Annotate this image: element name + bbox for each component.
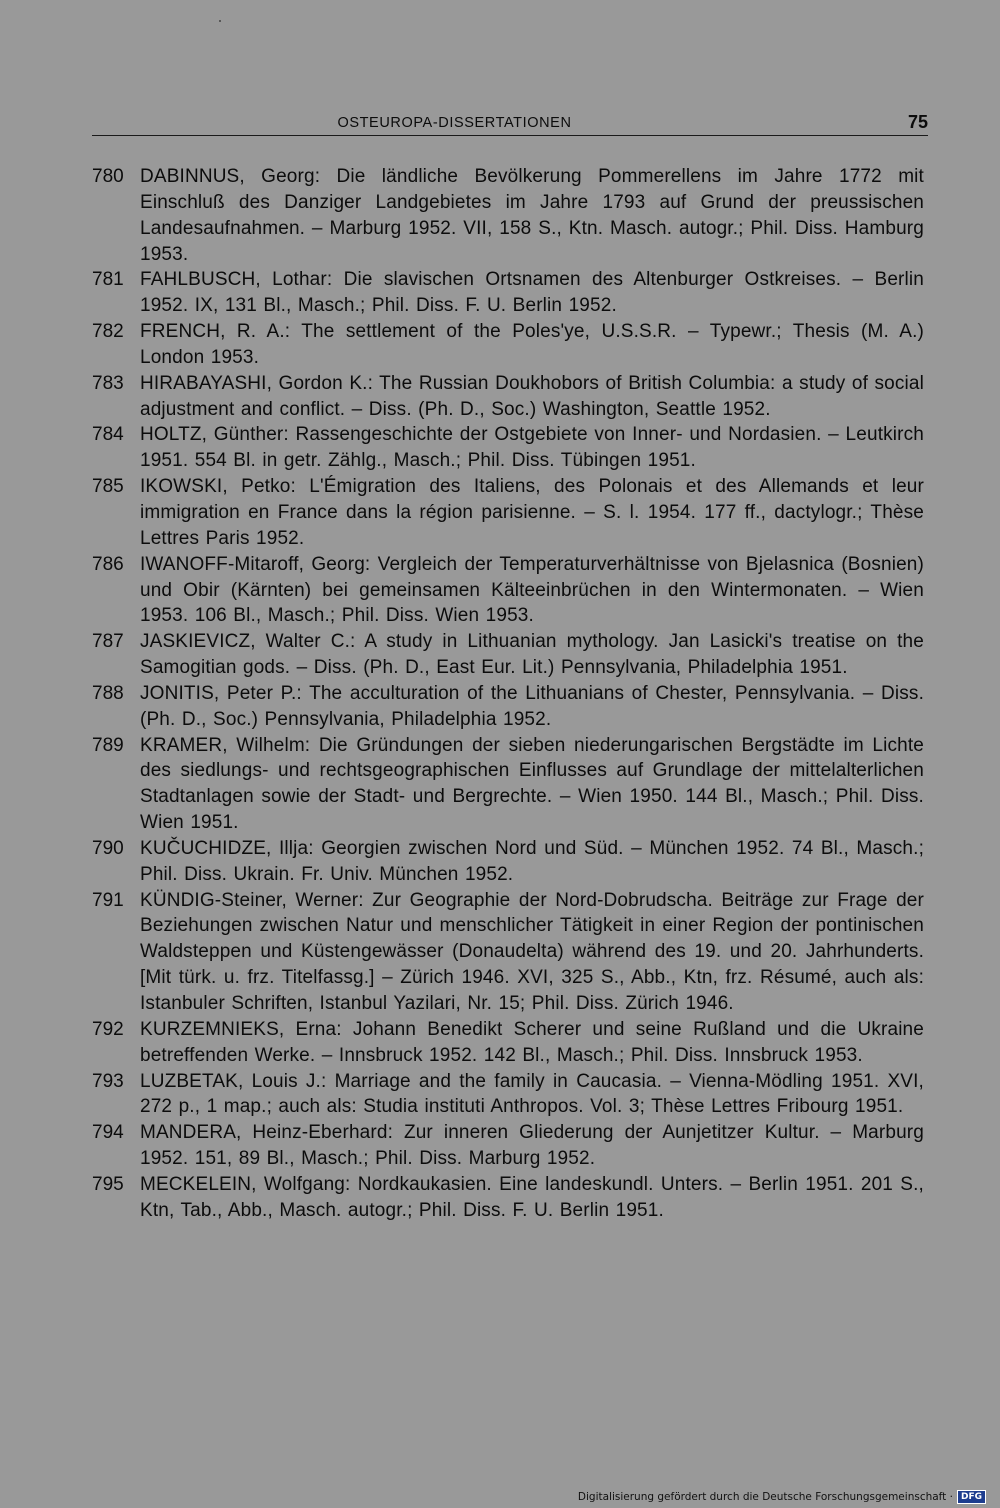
running-title: OSTEUROPA-DISSERTATIONEN — [337, 115, 572, 131]
entry-number: 790 — [92, 837, 124, 859]
bibliography-entry — [92, 164, 924, 267]
dfg-logo: DFG — [957, 1490, 986, 1504]
entry-number: 784 — [92, 424, 124, 446]
bibliography-entry — [92, 371, 924, 423]
bibliography-entry — [92, 836, 924, 888]
entry-text: HIRABAYASHI, Gordon K.: The Russian Doukhobors of British Columbia: a study of social adjustment and conflict. – Diss. (Ph. D., Soc.) Washington, Seattle 1952. — [140, 372, 924, 420]
credit-text: Digitalisierung gefördert durch die Deutsche Forschungsgemeinschaft · — [577, 1491, 953, 1503]
entry-number: 789 — [92, 734, 124, 756]
entry-number: 781 — [92, 269, 124, 291]
entry-number: 795 — [92, 1173, 124, 1195]
entry-text: IKOWSKI, Petko: L'Émigration des Italiens, des Polonais et des Allemands et leur immigration en France dans la région parisienne. – S. l. 1954. 177 ff., dactylogr.; Thèse Lettres Paris 1952. — [140, 476, 924, 549]
entry-text: IWANOFF-Mitaroff, Georg: Vergleich der Temperaturverhältnisse von Bjelasnica (Bosnien) und Obir (Kärnten) bei gemeinsamen Kälteeinbrüchen in den Wintermonaten. – Wien 1953. 106 Bl., Masch.; Phil. Diss. Wien 1953. — [140, 553, 924, 627]
entry-number: 783 — [92, 372, 124, 394]
entry-text: HOLTZ, Günther: Rassengeschichte der Ostgebiete von Inner- und Nordasien. – Leutkirch 1951. 554 Bl. in getr. Zählg., Masch.; Phil. Diss. Tübingen 1951. — [140, 424, 924, 472]
entry-number: 786 — [92, 553, 124, 575]
entry-number: 782 — [92, 321, 124, 343]
bibliography-entry — [92, 1069, 924, 1121]
bibliography-entry — [92, 422, 924, 474]
entry-number: 791 — [92, 889, 124, 911]
bibliography-entry — [92, 629, 924, 681]
bibliography-entry — [92, 1017, 924, 1069]
bibliography-entry — [92, 474, 924, 552]
entry-text: JASKIEVICZ, Walter C.: A study in Lithuanian mythology. Jan Lasicki's treatise on the Samogitian gods. – Diss. (Ph. D., East Eur. Lit.) Pennsylvania, Philadelphia 1951. — [140, 631, 924, 679]
bibliography-list — [92, 164, 924, 1224]
entry-number: 792 — [92, 1018, 124, 1040]
entry-text: FRENCH, R. A.: The settlement of the Poles'ye, U.S.S.R. – Typewr.; Thesis (M. A.) London 1953. — [140, 321, 924, 368]
entry-text: KÜNDIG-Steiner, Werner: Zur Geographie der Nord-Dobrudscha. Beiträge zur Frage der Beziehungen zwischen Natur und menschlicher Tätigkeit in einer Region der pontinischen Waldsteppen und Küstengewässer (Donaudelta) während des 19. und 20. Jahrhunderts. [Mit türk. u. frz. Titelfassg.] – Zürich 1946. XVI, 325 S., Abb., Ktn, frz. Résumé, auch als: Istanbuler Schriften, Istanbul Yazilari, Nr. 15; Phil. Diss. Zürich 1946. — [140, 889, 924, 1014]
bibliography-entry — [92, 733, 924, 836]
page-header — [92, 111, 928, 141]
entry-text: MECKELEIN, Wolfgang: Nordkaukasien. Eine landeskundl. Unters. – Berlin 1951. 201 S., Ktn, Tab., Abb., Masch. autogr.; Phil. Diss. F. U. Berlin 1951. — [140, 1173, 924, 1221]
entry-text: JONITIS, Peter P.: The acculturation of the Lithuanians of Chester, Pennsylvania. – Diss. (Ph. D., Soc.) Pennsylvania, Philadelphia 1952. — [140, 682, 924, 730]
entry-number: 794 — [92, 1122, 124, 1144]
bibliography-entry — [92, 1172, 924, 1224]
entry-number: 793 — [92, 1070, 124, 1092]
entry-number: 788 — [92, 682, 124, 704]
scan-speck — [219, 20, 221, 22]
entry-number: 785 — [92, 476, 124, 498]
bibliography-entry — [92, 267, 924, 319]
bibliography-entry — [92, 681, 924, 733]
digitization-credit — [578, 1490, 986, 1504]
entry-number: 787 — [92, 631, 124, 653]
entry-text: DABINNUS, Georg: Die ländliche Bevölkerung Pommerellens im Jahre 1772 mit Einschluß des Danziger Landgebietes im Jahre 1793 auf Grund der preussischen Landesaufnahmen. – Marburg 1952. VII, 158 S., Ktn. Masch. autogr.; Phil. Diss. Hamburg 1953. — [140, 166, 924, 265]
entry-text: KRAMER, Wilhelm: Die Gründungen der sieben niederungarischen Bergstädte im Lichte des siedlungs- und rechtsgeographischen Einflusses auf Grundlage der mittelalterlichen Stadtanlagen sowie der Stadt- und Bergrechte. – Wien 1950. 144 Bl., Masch.; Phil. Diss. Wien 1951. — [140, 734, 924, 834]
bibliography-entry — [92, 319, 924, 371]
bibliography-entry — [92, 1120, 924, 1172]
bibliography-entry — [92, 552, 924, 630]
entry-text: LUZBETAK, Louis J.: Marriage and the family in Caucasia. – Vienna-Mödling 1951. XVI, 272 p., 1 map.; auch als: Studia instituti Anthropos. Vol. 3; Thèse Lettres Fribourg 1951. — [140, 1070, 924, 1118]
entry-text: FAHLBUSCH, Lothar: Die slavischen Ortsnamen des Altenburger Ostkreises. – Berlin 1952. IX, 131 Bl., Masch.; Phil. Diss. F. U. Berlin 1952. — [140, 269, 924, 317]
entry-text: KURZEMNIEKS, Erna: Johann Benedikt Scherer und seine Rußland und die Ukraine betreffenden Werke. – Innsbruck 1952. 142 Bl., Masch.; Phil. Diss. Innsbruck 1953. — [140, 1018, 924, 1066]
entry-text: KUČUCHIDZE, Illja: Georgien zwischen Nord und Süd. – München 1952. 74 Bl., Masch.; Phil. Diss. Ukrain. Fr. Univ. München 1952. — [140, 837, 924, 885]
entry-text: MANDERA, Heinz-Eberhard: Zur inneren Gliederung der Aunjetitzer Kultur. – Marburg 1952. 151, 89 Bl., Masch.; Phil. Diss. Marburg 1952. — [140, 1122, 924, 1170]
page-number: 75 — [907, 112, 928, 132]
bibliography-entry — [92, 888, 924, 1017]
header-rule — [92, 135, 928, 136]
entry-number: 780 — [92, 166, 124, 187]
